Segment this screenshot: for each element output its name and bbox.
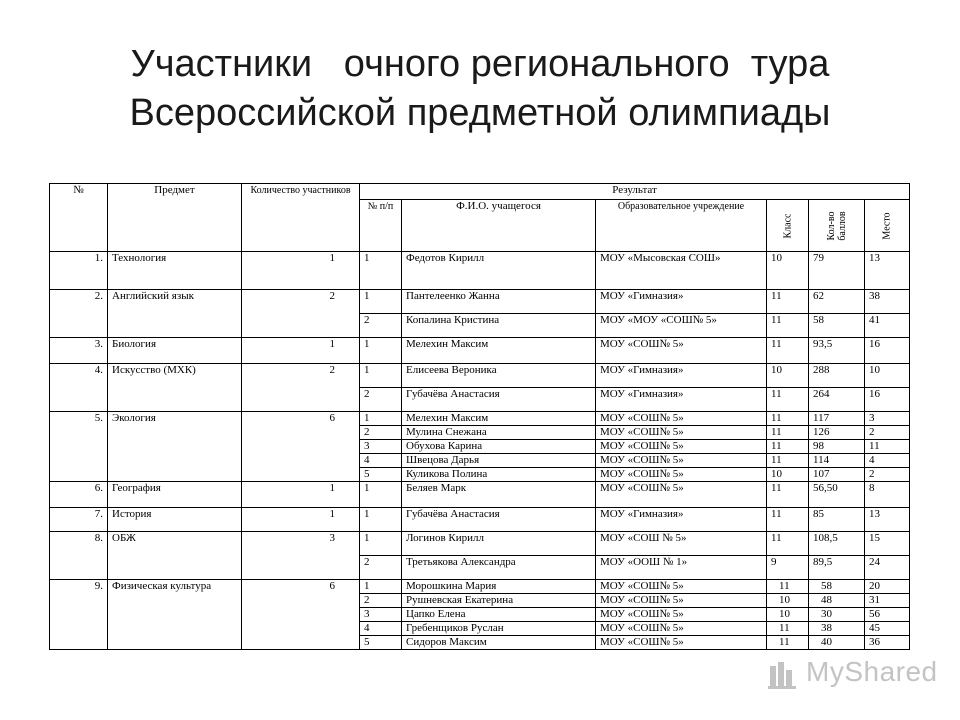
cell-n: 1 (360, 482, 402, 508)
cell-place: 4 (865, 454, 910, 468)
cell-class: 11 (767, 636, 809, 650)
cell-points: 98 (809, 440, 865, 454)
cell-class: 11 (767, 580, 809, 594)
subject-number: 2. (50, 290, 108, 338)
subject-number: 4. (50, 364, 108, 412)
cell-school: МОУ «СОШ№ 5» (596, 580, 767, 594)
cell-school: МОУ «СОШ№ 5» (596, 440, 767, 454)
cell-class: 9 (767, 556, 809, 580)
cell-points: 89,5 (809, 556, 865, 580)
header-points: Кол-во баллов (825, 210, 848, 241)
participant-count: 2 (242, 290, 360, 338)
participant-count: 1 (242, 508, 360, 532)
cell-fio: Швецова Дарья (402, 454, 596, 468)
cell-place: 41 (865, 314, 910, 338)
results-table (49, 183, 910, 650)
subject-name: Физическая культура (108, 580, 242, 650)
cell-school: МОУ «СОШ № 5» (596, 532, 767, 556)
cell-place: 2 (865, 426, 910, 440)
cell-n: 1 (360, 290, 402, 314)
cell-place: 15 (865, 532, 910, 556)
participant-count: 6 (242, 412, 360, 482)
subject-name: Экология (108, 412, 242, 482)
subject-number: 5. (50, 412, 108, 482)
table-row (50, 252, 910, 290)
table-row (50, 364, 910, 388)
cell-place: 2 (865, 468, 910, 482)
page-title (0, 40, 960, 138)
cell-n: 2 (360, 388, 402, 412)
cell-points: 107 (809, 468, 865, 482)
cell-class: 11 (767, 388, 809, 412)
header-points-cell (809, 200, 865, 252)
subject-number: 6. (50, 482, 108, 508)
participant-count: 3 (242, 532, 360, 580)
header-subject: Предмет (108, 184, 242, 252)
cell-n: 2 (360, 594, 402, 608)
header-result: Результат (360, 184, 910, 200)
cell-n: 2 (360, 556, 402, 580)
cell-class: 11 (767, 532, 809, 556)
cell-points: 114 (809, 454, 865, 468)
cell-points: 62 (809, 290, 865, 314)
cell-place: 10 (865, 364, 910, 388)
header-class-cell (767, 200, 809, 252)
cell-n: 2 (360, 314, 402, 338)
header-school: Образовательное учреждение (596, 200, 767, 252)
subject-name: Биология (108, 338, 242, 364)
cell-points: 38 (809, 622, 865, 636)
cell-n: 1 (360, 412, 402, 426)
cell-n: 1 (360, 532, 402, 556)
table-row (50, 508, 910, 532)
title-line-1: Участники очного регионального тура (130, 43, 830, 85)
cell-fio: Мулина Снежана (402, 426, 596, 440)
cell-fio: Мелехин Максим (402, 412, 596, 426)
participant-count: 2 (242, 364, 360, 412)
subject-number: 9. (50, 580, 108, 650)
header-row-1 (50, 184, 910, 200)
table-row (50, 532, 910, 556)
cell-place: 3 (865, 412, 910, 426)
cell-n: 1 (360, 508, 402, 532)
header-fio: Ф.И.О. учащегося (402, 200, 596, 252)
cell-place: 13 (865, 252, 910, 290)
cell-class: 11 (767, 482, 809, 508)
cell-n: 5 (360, 468, 402, 482)
cell-n: 1 (360, 580, 402, 594)
cell-class: 11 (767, 314, 809, 338)
cell-n: 5 (360, 636, 402, 650)
cell-points: 108,5 (809, 532, 865, 556)
cell-school: МОУ «СОШ№ 5» (596, 426, 767, 440)
watermark (768, 654, 938, 694)
participant-count: 1 (242, 482, 360, 508)
table-row (50, 338, 910, 364)
cell-fio: Третьякова Александра (402, 556, 596, 580)
cell-fio: Логинов Кирилл (402, 532, 596, 556)
cell-school: МОУ «ООШ № 1» (596, 556, 767, 580)
subject-name: Английский язык (108, 290, 242, 338)
subject-number: 8. (50, 532, 108, 580)
cell-place: 16 (865, 338, 910, 364)
participant-count: 1 (242, 252, 360, 290)
cell-place: 20 (865, 580, 910, 594)
cell-class: 10 (767, 364, 809, 388)
header-sub-num: № п/п (360, 200, 402, 252)
cell-place: 36 (865, 636, 910, 650)
cell-fio: Копалина Кристина (402, 314, 596, 338)
cell-points: 58 (809, 314, 865, 338)
cell-n: 1 (360, 338, 402, 364)
subject-name: ОБЖ (108, 532, 242, 580)
cell-fio: Федотов Кирилл (402, 252, 596, 290)
watermark-text: MyShared (806, 656, 938, 687)
cell-fio: Губачёва Анастасия (402, 508, 596, 532)
cell-points: 117 (809, 412, 865, 426)
cell-place: 38 (865, 290, 910, 314)
subject-number: 7. (50, 508, 108, 532)
subject-number: 3. (50, 338, 108, 364)
cell-school: МОУ «СОШ№ 5» (596, 594, 767, 608)
subject-name: География (108, 482, 242, 508)
cell-school: МОУ «Гимназия» (596, 290, 767, 314)
cell-points: 79 (809, 252, 865, 290)
cell-place: 16 (865, 388, 910, 412)
cell-points: 126 (809, 426, 865, 440)
table-row (50, 290, 910, 314)
cell-school: МОУ «Гимназия» (596, 364, 767, 388)
cell-n: 4 (360, 622, 402, 636)
cell-class: 11 (767, 508, 809, 532)
cell-n: 1 (360, 252, 402, 290)
cell-place: 24 (865, 556, 910, 580)
cell-class: 11 (767, 412, 809, 426)
cell-class: 11 (767, 426, 809, 440)
cell-points: 48 (809, 594, 865, 608)
cell-fio: Губачёва Анастасия (402, 388, 596, 412)
cell-fio: Цапко Елена (402, 608, 596, 622)
cell-n: 1 (360, 364, 402, 388)
cell-n: 3 (360, 608, 402, 622)
cell-class: 10 (767, 594, 809, 608)
cell-points: 30 (809, 608, 865, 622)
table-row (50, 482, 910, 508)
cell-class: 10 (767, 468, 809, 482)
cell-fio: Сидоров Максим (402, 636, 596, 650)
header-count: Количество участников (242, 184, 360, 252)
cell-points: 58 (809, 580, 865, 594)
cell-school: МОУ «Гимназия» (596, 508, 767, 532)
cell-school: МОУ «СОШ№ 5» (596, 338, 767, 364)
cell-class: 11 (767, 338, 809, 364)
cell-class: 11 (767, 440, 809, 454)
cell-school: МОУ «СОШ№ 5» (596, 622, 767, 636)
cell-class: 10 (767, 252, 809, 290)
cell-fio: Беляев Марк (402, 482, 596, 508)
cell-class: 11 (767, 454, 809, 468)
cell-school: МОУ «Гимназия» (596, 388, 767, 412)
cell-fio: Рушневская Екатерина (402, 594, 596, 608)
cell-points: 93,5 (809, 338, 865, 364)
cell-fio: Куликова Полина (402, 468, 596, 482)
cell-fio: Морошкина Мария (402, 580, 596, 594)
cell-place: 13 (865, 508, 910, 532)
cell-points: 264 (809, 388, 865, 412)
cell-school: МОУ «СОШ№ 5» (596, 412, 767, 426)
cell-points: 40 (809, 636, 865, 650)
cell-n: 3 (360, 440, 402, 454)
cell-n: 2 (360, 426, 402, 440)
cell-school: МОУ «СОШ№ 5» (596, 454, 767, 468)
cell-n: 4 (360, 454, 402, 468)
cell-school: МОУ «МОУ «СОШ№ 5» (596, 314, 767, 338)
header-place: Место (881, 211, 893, 240)
subject-name: Технология (108, 252, 242, 290)
table-row (50, 412, 910, 426)
cell-school: МОУ «Мысовская СОШ» (596, 252, 767, 290)
cell-points: 85 (809, 508, 865, 532)
cell-fio: Гребенщиков Руслан (402, 622, 596, 636)
participant-count: 1 (242, 338, 360, 364)
cell-points: 56,50 (809, 482, 865, 508)
cell-class: 11 (767, 290, 809, 314)
cell-fio: Мелехин Максим (402, 338, 596, 364)
table-row (50, 580, 910, 594)
subject-name: Искусство (МХК) (108, 364, 242, 412)
cell-place: 11 (865, 440, 910, 454)
cell-school: МОУ «СОШ№ 5» (596, 636, 767, 650)
header-place-cell (865, 200, 910, 252)
cell-fio: Обухова Карина (402, 440, 596, 454)
cell-fio: Пантелеенко Жанна (402, 290, 596, 314)
participant-count: 6 (242, 580, 360, 650)
cell-school: МОУ «СОШ№ 5» (596, 482, 767, 508)
cell-place: 45 (865, 622, 910, 636)
subject-name: История (108, 508, 242, 532)
cell-place: 8 (865, 482, 910, 508)
subject-number: 1. (50, 252, 108, 290)
title-line-2: Всероссийской предметной олимпиады (129, 92, 831, 134)
cell-school: МОУ «СОШ№ 5» (596, 608, 767, 622)
cell-class: 11 (767, 622, 809, 636)
cell-place: 31 (865, 594, 910, 608)
table-body (50, 184, 910, 650)
cell-points: 288 (809, 364, 865, 388)
cell-fio: Елисеева Вероника (402, 364, 596, 388)
header-num: № (50, 184, 108, 252)
presentation-icon (768, 658, 800, 690)
header-class: Класс (782, 213, 793, 238)
cell-place: 56 (865, 608, 910, 622)
cell-class: 10 (767, 608, 809, 622)
cell-school: МОУ «СОШ№ 5» (596, 468, 767, 482)
